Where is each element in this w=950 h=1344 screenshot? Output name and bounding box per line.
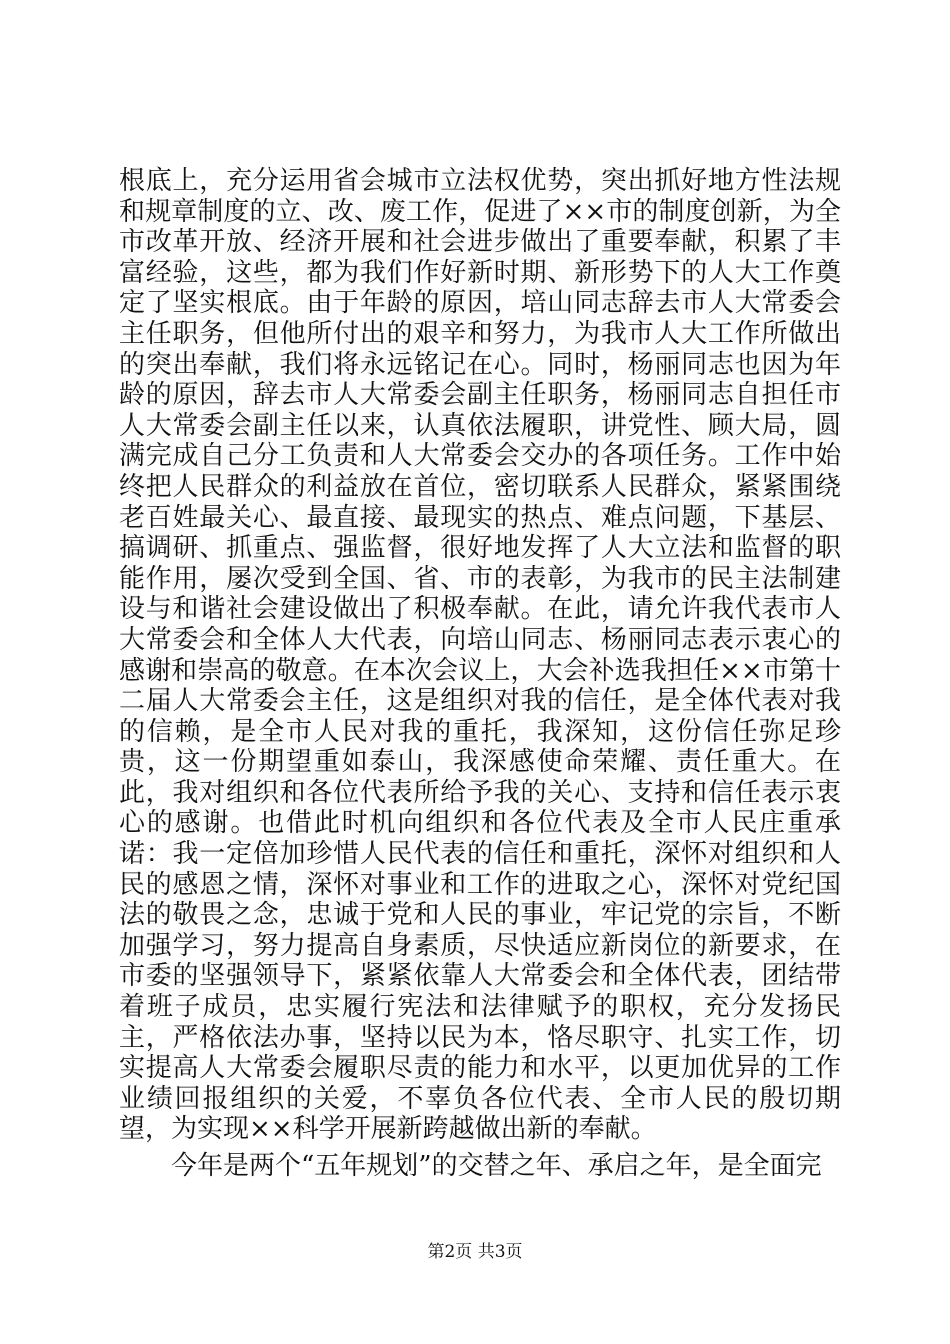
body-paragraph-1: 根底上，充分运用省会城市立法权优势，突出抓好地方性法规和规章制度的立、改、废工作，促进了××市的制度创新，为全市改革开放、经济开展和社会进步做出了重要奉献，积累了丰富经验，这些，都为我们作好新时期、新形势下的人大工作奠定了坚实根底。由于年龄的原因，培山同志辞去市人大常委会主任职务，但他所付出的艰辛和努力，为我市人大工作所做出的突出奉献，我们将永远铭记在心。同时，杨丽同志也因为年龄的原因，辞去市人大常委会副主任职务，杨丽同志自担任市人大常委会副主任以来，认真依法履职，讲党性、顾大局，圆满完成自己分工负责和人大常委会交办的各项任务。工作中始终把人民群众的利益放在首位，密切联系人民群众，紧紧围绕老百姓最关心、最直接、最现实的热点、难点问题，下基层、搞调研、抓重点、强监督，很好地发挥了人大立法和监督的职能作用，屡次受到全国、省、市的表彰，为我市的民主法制建设与和谐社会建设做出了积极奉献。在此，请允许我代表市人大常委会和全体人大代表，向培山同志、杨丽同志表示衷心的感谢和崇高的敬意。在本次会议上，大会补选我担任××市第十二届人大常委会主任，这是组织对我的信任，是全体代表对我的信赖，是全市人民对我的重托，我深知，这份信任弥足珍贵，这一份期望重如泰山，我深感使命荣耀、责任重大。在此，我对组织和各位代表所给予我的关心、支持和信任表示衷心的感谢。也借此时机向组织和各位代表及全市人民庄重承诺：我一定倍加珍惜人民代表的信任和重托，深怀对组织和人民的感恩之情，深怀对事业和工作的进取之心，深怀对党纪国法的敬畏之念，忠诚于党和人民的事业，牢记党的宗旨，不断加强学习，努力提高自身素质，尽快适应新岗位的新要求，在市委的坚强领导下，紧紧依靠人大常委会和全体代表，团结带着班子成员，忠实履行宪法和法律赋予的职权，充分发扬民主，严格依法办事，坚持以民为本，恪尽职守、扎实工作，切实提高人大常委会履职尽责的能力和水平，以更加优异的工作业绩回报组织的关爱，不辜负各位代表、全市人民的殷切期望，为实现××科学开展新跨越做出新的奉献。 [119, 166, 841, 1145]
page-number-footer: 第2页 共3页 [427, 1242, 523, 1262]
body-paragraph-2: 今年是两个“五年规划”的交替之年、承启之年，是全面完 [171, 1151, 822, 1181]
